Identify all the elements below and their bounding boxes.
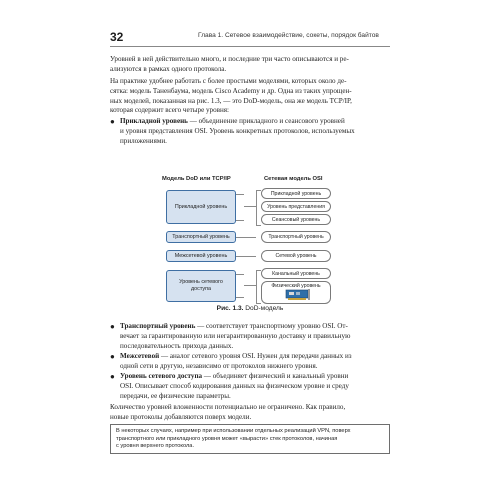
osi-column-title: Сетевая модель OSI <box>264 176 323 182</box>
connector-line <box>244 206 256 207</box>
network-card-icon <box>284 289 312 302</box>
dod-network-access-layer: Уровень сетевого доступа <box>166 270 236 302</box>
dod-column-title: Модель DoD или TCP/IP <box>162 176 231 182</box>
osi-physical-layer: Физический уровень <box>261 281 331 304</box>
connector-line <box>236 237 256 238</box>
header-rule <box>110 46 390 47</box>
osi-presentation-layer: Уровень представления <box>261 201 331 212</box>
dod-osi-diagram <box>160 170 340 305</box>
bullet-marker: ● <box>110 372 115 381</box>
osi-datalink-layer: Канальный уровень <box>261 268 331 279</box>
paragraph-2: На практике удобнее работать с более простыми моделями, которых около де- сятка: модель Таненбаума, модель Cisco Academy и др. Одна из таких упрощен- ных моделей, показанная на рис. 1.3, — это DoD-модель, она же модель TCP/IP, которая содержит всего четыре уровня: <box>110 77 352 115</box>
dod-application-layer: Прикладной уровень <box>166 190 236 224</box>
running-head: Глава 1. Сетевое взаимодействие, сокеты, порядок байтов <box>198 32 379 39</box>
bullet-item-internet: Межсетевой — аналог сетевого уровня OSI. Нужен для передачи данных из одной сети в другую, независимо от протоколов нижнего уровня. <box>120 352 352 370</box>
paragraph-3: Количество уровней вложенности потенциально не ограничено. Как правило, новые протоколы добавляются поверх модели. <box>110 403 346 421</box>
bullet-item-network-access: Уровень сетевого доступа — объединяет физический и канальный уровни OSI. Описывает способ кодирования данных на физическом уровне и среду передачи, ее физические параметры. <box>120 372 349 400</box>
osi-session-layer: Сеансовый уровень <box>261 214 331 225</box>
osi-application-layer: Прикладной уровень <box>261 188 331 199</box>
osi-transport-layer: Транспортный уровень <box>261 231 331 243</box>
note-box: В некоторых случаях, например при использовании отдельных реализаций VPN, поверх транспортного или прикладного уровня может «вырасти» стек протоколов, начиная с уровня верхнего протокола. <box>110 424 390 454</box>
bullet-item-application: Прикладной уровень — объединение прикладного и сеансового уровней и уровня представления OSI. Уровень конкретных протоколов, используемых приложениями. <box>120 117 355 145</box>
bullet-marker: ● <box>110 352 115 361</box>
connector-bracket <box>236 274 244 298</box>
connector-line <box>236 256 256 257</box>
connector-bracket <box>236 194 244 221</box>
paragraph-1: Уровней в ней действительно много, и последние три часто описываются и ре- ализуются в рамках одного протокола. <box>110 55 349 73</box>
page-header <box>110 30 390 46</box>
dod-transport-layer: Транспортный уровень <box>166 231 236 243</box>
osi-network-layer: Сетевой уровень <box>261 250 331 262</box>
bullet-marker: ● <box>110 117 115 126</box>
figure-caption: Рис. 1.3. DoD-модель <box>216 305 284 312</box>
connector-line <box>244 285 256 286</box>
bullet-marker: ● <box>110 322 115 331</box>
dod-internet-layer: Межсетевой уровень <box>166 250 236 262</box>
page-number: 32 <box>110 30 124 44</box>
bullet-item-transport: Транспортный уровень — соответствует транспортному уровню OSI. От- вечает за гарантированную или негарантированную доставку и правильную последовательность прихода данных. <box>120 322 351 350</box>
